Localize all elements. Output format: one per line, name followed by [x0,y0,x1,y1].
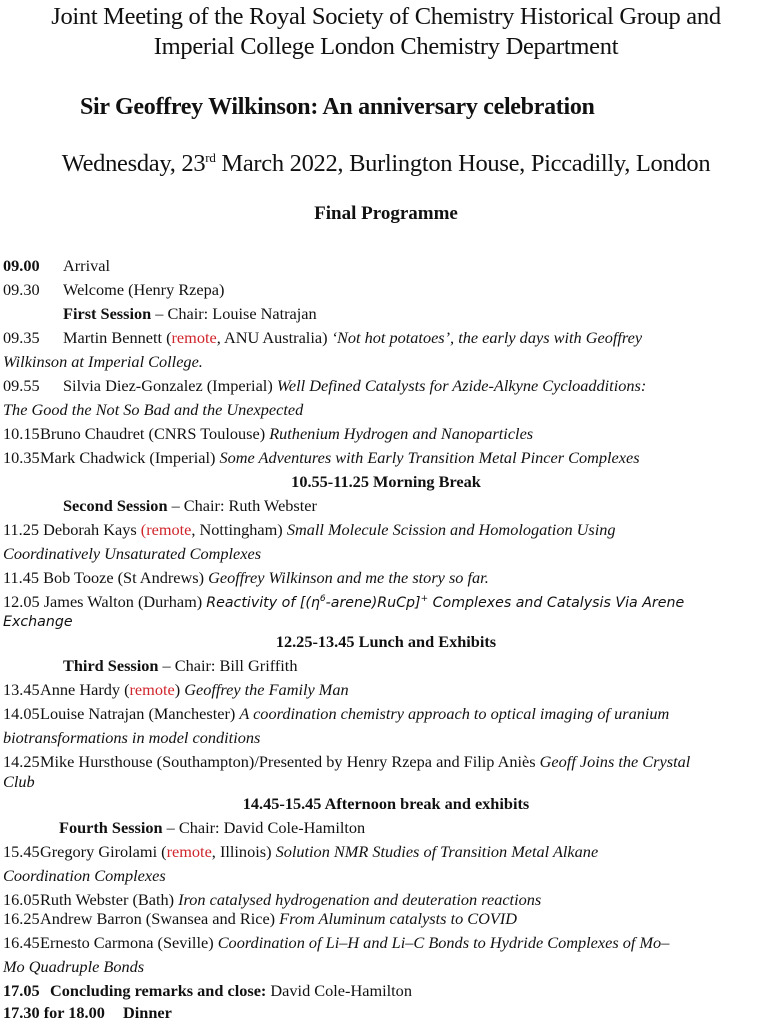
remote-tag: remote [146,520,192,539]
session-chair: – Chair: Louise Natrajan [151,304,317,323]
talk-title: Geoffrey Wilkinson and me the story so far. [208,568,489,587]
talk-title-continued: Club [3,772,35,791]
talk-title: Iron catalysed hydrogenation and deuteration reactions [178,890,542,909]
break-lunch: 12.25-13.45 Lunch and Exhibits [275,632,497,651]
schedule-row-talk [3,842,772,862]
header-line-2: Imperial College London Chemistry Department [153,33,619,60]
row-time: 13.45 [3,680,40,699]
session-heading-third [3,656,772,676]
session-heading-second [3,496,772,516]
talk-title-continued: Coordination Complexes [3,866,166,885]
closing-speaker: David Cole-Hamilton [266,981,412,1000]
session-name: First Session [63,304,152,323]
talk-title: From Aluminum catalysts to COVID [279,909,518,928]
break-morning: 10.55-11.25 Morning Break [291,472,481,491]
date-suffix: rd [205,150,216,165]
row-time: 11.25 [3,520,40,539]
row-time: 09.00 [3,256,40,275]
row-label: Dinner [123,1003,172,1022]
row-label: Welcome (Henry Rzepa) [63,280,225,299]
talk-title-continued: Coordinatively Unsaturated Complexes [3,544,262,563]
speaker: Gregory Girolami ( [40,842,167,861]
remote-tag: remote [166,842,212,861]
session-heading-fourth [3,818,772,838]
affiliation: , Nottingham) [191,520,287,539]
title-part: Complexes and Catalysis Via Arene [428,595,685,611]
talk-title-continued: biotransformations in model conditions [3,728,261,747]
speaker: Silvia Diez-Gonzalez (Imperial) [63,376,277,395]
affiliation: , Illinois) [211,842,276,861]
schedule-row-close [3,981,772,1001]
row-time: 17.05 [3,981,40,1000]
speaker: Andrew Barron (Swansea and Rice) [40,909,280,928]
row-label: Concluding remarks and close: [50,981,267,1000]
session-name: Second Session [63,496,168,515]
row-time: 09.30 [3,280,40,299]
talk-title [206,595,684,611]
schedule-row-talk [3,680,772,700]
programme-heading: Final Programme [314,203,458,224]
speaker: Bob Tooze (St Andrews) [43,568,209,587]
row-time: 16.25 [3,909,40,928]
speaker: Ruth Webster (Bath) [40,890,179,909]
hapticity-superscript: 6 [319,594,326,604]
schedule-row-talk [3,448,772,468]
session-name: Fourth Session [59,818,163,837]
talk-title-continued: Mo Quadruple Bonds [3,957,145,976]
row-time: 16.45 [3,933,40,952]
schedule-row-talk [3,752,772,772]
venue-text: March 2022, Burlington House, Piccadilly, London [215,150,711,177]
talk-title: Ruthenium Hydrogen and Nanoparticles [269,424,534,443]
schedule-row-talk [3,520,772,540]
date-text: Wednesday, 23 [61,150,206,177]
talk-title: Geoff Joins the Crystal [539,752,691,771]
speaker: Anne Hardy ( [40,680,130,699]
title-part: Reactivity of [(η [206,595,320,611]
session-heading-first [3,304,772,324]
session-name: Third Session [63,656,159,675]
talk-title: Coordination of Li–H and Li–C Bonds to Hydride Complexes of Mo– [217,933,670,952]
talk-title-continued: Exchange [3,614,73,630]
row-time: 10.15 [3,424,40,443]
session-chair: – Chair: David Cole-Hamilton [162,818,366,837]
schedule-row-talk [3,890,772,910]
talk-title: Geoffrey the Family Man [184,680,349,699]
schedule-row-talk [3,933,772,953]
talk-title: Solution NMR Studies of Transition Metal Alkane [275,842,599,861]
talk-title: Well Defined Catalysts for Azide-Alkyne Cycloadditions: [276,376,647,395]
remote-tag: remote [129,680,175,699]
event-dateline [0,150,772,178]
affiliation: , ANU Australia) [216,328,332,347]
row-time: 14.25 [3,752,40,771]
row-time: 15.45 [3,842,40,861]
speaker: Bruno Chaudret (CNRS Toulouse) [40,424,270,443]
row-time: 09.35 [3,328,40,347]
speaker: Martin Bennett ( [63,328,172,347]
remote-tag: remote [171,328,217,347]
row-time: 12.05 [3,592,40,611]
session-chair: – Chair: Bill Griffith [158,656,298,675]
schedule-row-talk [3,704,772,724]
row-time: 17.30 for 18.00 [3,1003,105,1022]
title-part: -arene)RuCp] [325,595,421,611]
schedule-row-talk [3,328,772,348]
schedule-row-welcome [3,280,772,300]
speaker: Mike Hursthouse (Southampton)/Presented by Henry Rzepa and Filip Aniès [40,752,540,771]
break-afternoon: 14.45-15.45 Afternoon break and exhibits [242,794,530,813]
speaker: James Walton (Durham) [43,592,207,611]
talk-title: Some Adventures with Early Transition Metal Pincer Complexes [219,448,640,467]
schedule-row-talk [3,592,772,613]
row-time: 14.05 [3,704,40,723]
schedule-row-dinner [3,1003,772,1023]
schedule-row-arrival [3,256,772,276]
header-line-1: Joint Meeting of the Royal Society of Chemistry Historical Group and [51,3,721,30]
schedule-row-talk [3,424,772,444]
row-time: 10.35 [3,448,40,467]
remote-paren: ( [140,520,147,539]
charge-superscript: + [420,594,429,604]
talk-title: A coordination chemistry approach to optical imaging of uranium [239,704,670,723]
talk-title: Small Molecule Scission and Homologation Using [286,520,616,539]
schedule-row-talk [3,376,772,396]
affiliation: ) [174,680,185,699]
speaker: Deborah Kays [43,520,141,539]
row-time: 16.05 [3,890,40,909]
talk-title-continued: Wilkinson at Imperial College. [3,352,203,371]
row-time: 09.55 [3,376,40,395]
session-chair: – Chair: Ruth Webster [167,496,317,515]
schedule-row-talk [3,568,772,588]
speaker: Ernesto Carmona (Seville) [40,933,218,952]
talk-title-continued: The Good the Not So Bad and the Unexpected [3,400,304,419]
row-label: Arrival [63,256,111,275]
row-time: 11.45 [3,568,40,587]
talk-title: ‘Not hot potatoes’, the early days with Geoffrey [331,328,643,347]
schedule-row-talk [3,909,772,929]
event-title: Sir Geoffrey Wilkinson: An anniversary celebration [80,94,595,120]
speaker: Mark Chadwick (Imperial) [40,448,220,467]
speaker: Louise Natrajan (Manchester) [40,704,240,723]
